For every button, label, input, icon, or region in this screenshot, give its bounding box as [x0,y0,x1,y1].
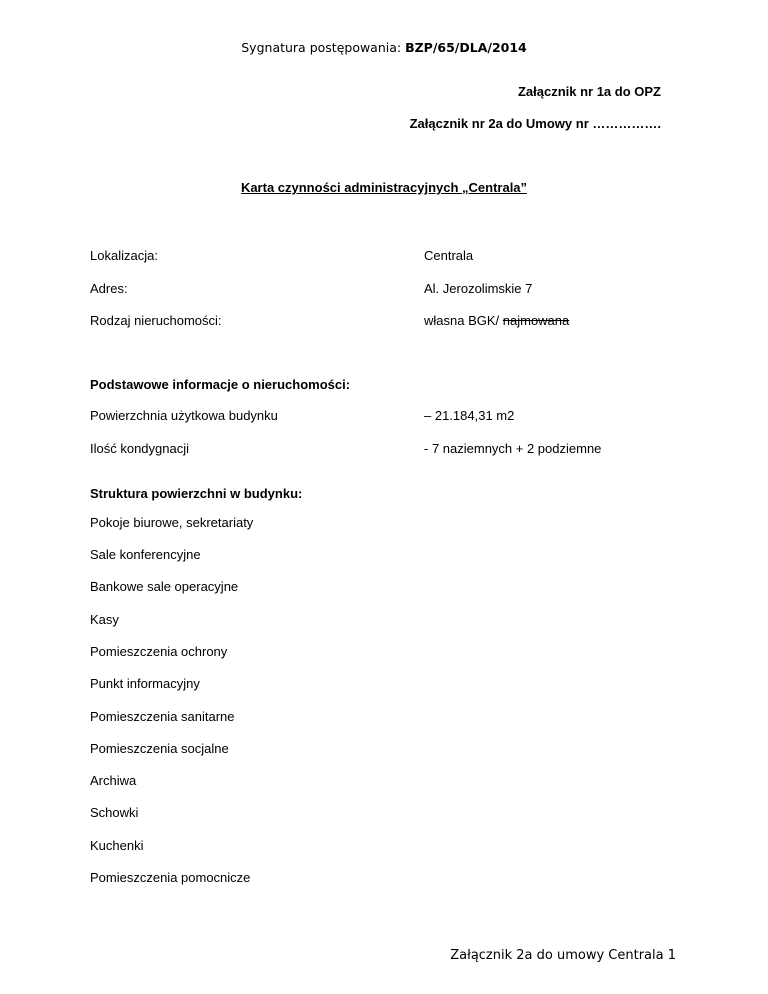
page-header [0,40,768,55]
list-item: Schowki [90,805,139,820]
location-label: Lokalizacja: [90,248,158,263]
list-item: Pomieszczenia pomocnicze [90,870,251,885]
location-value: Centrala [424,248,474,263]
floors-value: - 7 naziemnych + 2 podziemne [424,441,602,456]
list-item: Sale konferencyjne [90,547,201,562]
page-footer: Załącznik 2a do umowy Centrala 1 [450,948,676,963]
structure-heading: Struktura powierzchni w budynku: [90,486,303,501]
document-title: Karta czynności administracyjnych „Centrala” [240,180,528,195]
list-item: Pomieszczenia sanitarne [90,709,235,724]
floors-label: Ilość kondygnacji [90,441,189,456]
list-item: Pokoje biurowe, sekretariaty [90,515,254,530]
property-type-label: Rodzaj nieruchomości: [90,313,222,328]
list-item: Punkt informacyjny [90,676,200,691]
list-item: Kuchenki [90,838,144,853]
list-item: Bankowe sale operacyjne [90,579,239,594]
signature-prefix: Sygnatura postępowania: [241,40,406,55]
usable-area-label: Powierzchnia użytkowa budynku [90,408,278,423]
attachment-opz: Załącznik nr 1a do OPZ [517,84,661,99]
list-item: Archiwa [90,773,137,788]
address-value: Al. Jerozolimskie 7 [424,281,533,296]
usable-area-value: – 21.184,31 m2 [424,408,515,423]
property-type-leased-struck: najmowana [502,313,570,328]
signature-number: BZP/65/DLA/2014 [405,40,527,55]
property-type-owned: własna BGK/ [424,313,503,328]
basic-info-heading: Podstawowe informacje o nieruchomości: [90,377,351,392]
list-item: Kasy [90,612,119,627]
attachment-contract: Załącznik nr 2a do Umowy nr ……………. [409,116,661,131]
list-item: Pomieszczenia socjalne [90,741,229,756]
list-item: Pomieszczenia ochrony [90,644,228,659]
address-label: Adres: [90,281,128,296]
property-type-value [424,313,569,328]
